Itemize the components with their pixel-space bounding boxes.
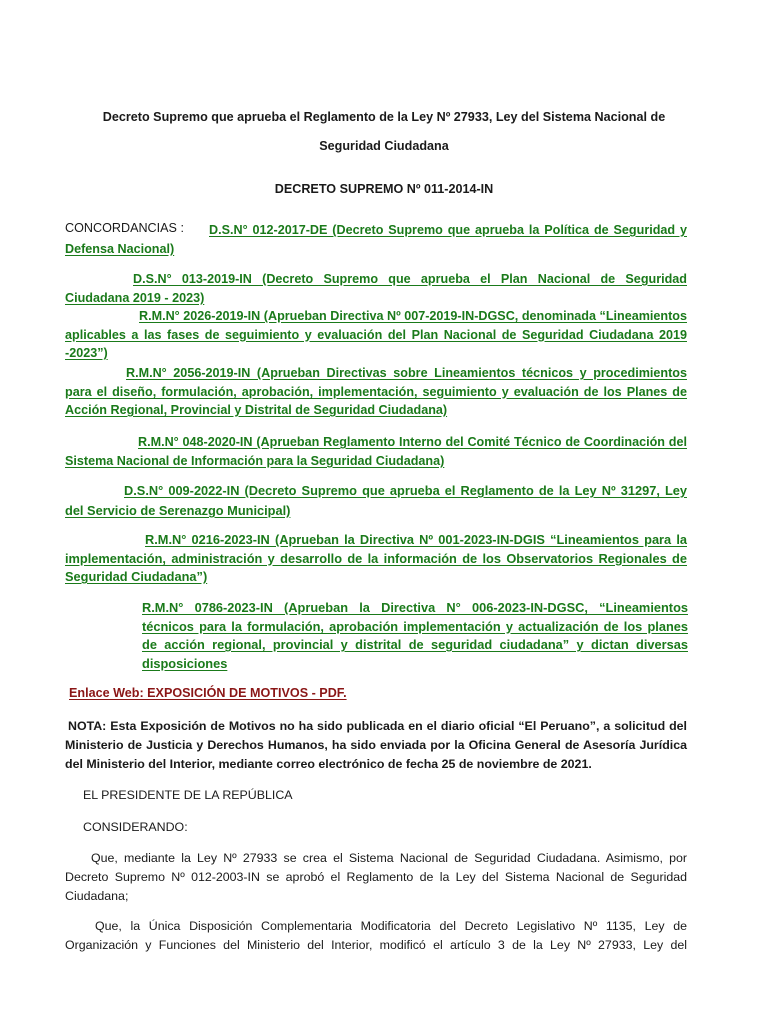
concordancia-item: [65, 364, 687, 420]
presidente-heading: EL PRESIDENTE DE LA REPÚBLICA: [83, 788, 293, 802]
concordancia-item: [65, 433, 687, 471]
concordancia-item: [142, 599, 688, 673]
document-title-line-2: Seguridad Ciudadana: [319, 139, 449, 153]
considerando-heading: CONSIDERANDO:: [83, 820, 188, 834]
concordancias-label: CONCORDANCIAS :: [65, 221, 184, 235]
considerando-paragraph: Que, mediante la Ley Nº 27933 se crea el Sistema Nacional de Seguridad Ciudadana. Asimismo, por Decreto Supremo Nº 012-2003-IN se aprobó el Reglamento de la Ley del Sistema Nacional de Seguridad Ciudadana;: [65, 851, 687, 903]
concordancia-item: [65, 307, 687, 363]
considerando-paragraph: Que, la Única Disposición Complementaria Modificatoria del Decreto Legislativo Nº 1135, Ley de Organización y Funciones del Ministerio del Interior, modificó el artículo 3 de la Ley Nº 27933, Ley del: [65, 919, 687, 952]
nota-paragraph: NOTA: Esta Exposición de Motivos no ha sido publicada en el diario oficial “El Peruano”, a solicitud del Ministerio de Justicia y Derechos Humanos, ha sido enviada por la Oficina General de Asesoría Jurídica del Ministerio del Interior, mediante correo electrónico de fecha 25 de noviembre de 2021.: [65, 719, 687, 771]
concordancia-link-ds-009-2022-in[interactable]: D.S.N° 009-2022-IN (Decreto Supremo que aprueba el Reglamento de la Ley Nº 31297, Ley del Servicio de Serenazgo Municipal): [65, 483, 687, 518]
concordancia-link-rm-0786-2023-in[interactable]: R.M.N° 0786-2023-IN (Aprueban la Directiva N° 006-2023-IN-DGSC, “Lineamientos técnicos para la formulación, aprobación implementación y actualización de los planes de acción regional, provincial y distrital de seguridad ciudadana” y dictan diversas disposiciones: [142, 600, 688, 671]
concordancia-item: [65, 481, 687, 521]
concordancia-item: [65, 270, 687, 308]
document-title-line-1: Decreto Supremo que aprueba el Reglamento de la Ley Nº 27933, Ley del Sistema Nacional de: [102, 110, 666, 124]
concordancia-link-ds-013-2019-in[interactable]: D.S.N° 013-2019-IN (Decreto Supremo que aprueba el Plan Nacional de Seguridad Ciudadana 2019 - 2023): [65, 272, 687, 305]
concordancia-link-rm-2026-2019-in[interactable]: R.M.N° 2026-2019-IN (Aprueban Directiva Nº 007-2019-IN-DGSC, denominada “Lineamientos aplicables a las fases de seguimiento y evaluación del Plan Nacional de Seguridad Ciudadana 2019 -2023”): [65, 309, 687, 360]
concordancia-item: [65, 531, 687, 587]
concordancia-link-rm-2056-2019-in[interactable]: R.M.N° 2056-2019-IN (Aprueban Directivas sobre Lineamientos técnicos y procedimientos para el diseño, formulación, aprobación, implementación, seguimiento y evaluación de los Planes de Acción Regional, Provincial y Distrital de Seguridad Ciudadana): [65, 366, 687, 417]
exposicion-de-motivos-link[interactable]: Enlace Web: EXPOSICIÓN DE MOTIVOS - PDF.: [69, 686, 347, 700]
decree-number: DECRETO SUPREMO Nº 011-2014-IN: [274, 182, 494, 196]
concordancia-link-rm-048-2020-in[interactable]: R.M.N° 048-2020-IN (Aprueban Reglamento Interno del Comité Técnico de Coordinación del Sistema Nacional de Información para la Seguridad Ciudadana): [65, 435, 687, 468]
concordancia-item: [65, 221, 687, 259]
concordancia-link-rm-0216-2023-in[interactable]: R.M.N° 0216-2023-IN (Aprueban la Directiva Nº 001-2023-IN-DGIS “Lineamientos para la implementación, administración y desarrollo de la información de los Observatorios Regionales de Seguridad Ciudadana”): [65, 532, 687, 584]
concordancia-link-ds-012-2017-de[interactable]: D.S.N° 012-2017-DE (Decreto Supremo que aprueba la Política de Seguridad y Defensa Nacional): [65, 223, 687, 256]
enlace-web: [69, 686, 347, 700]
